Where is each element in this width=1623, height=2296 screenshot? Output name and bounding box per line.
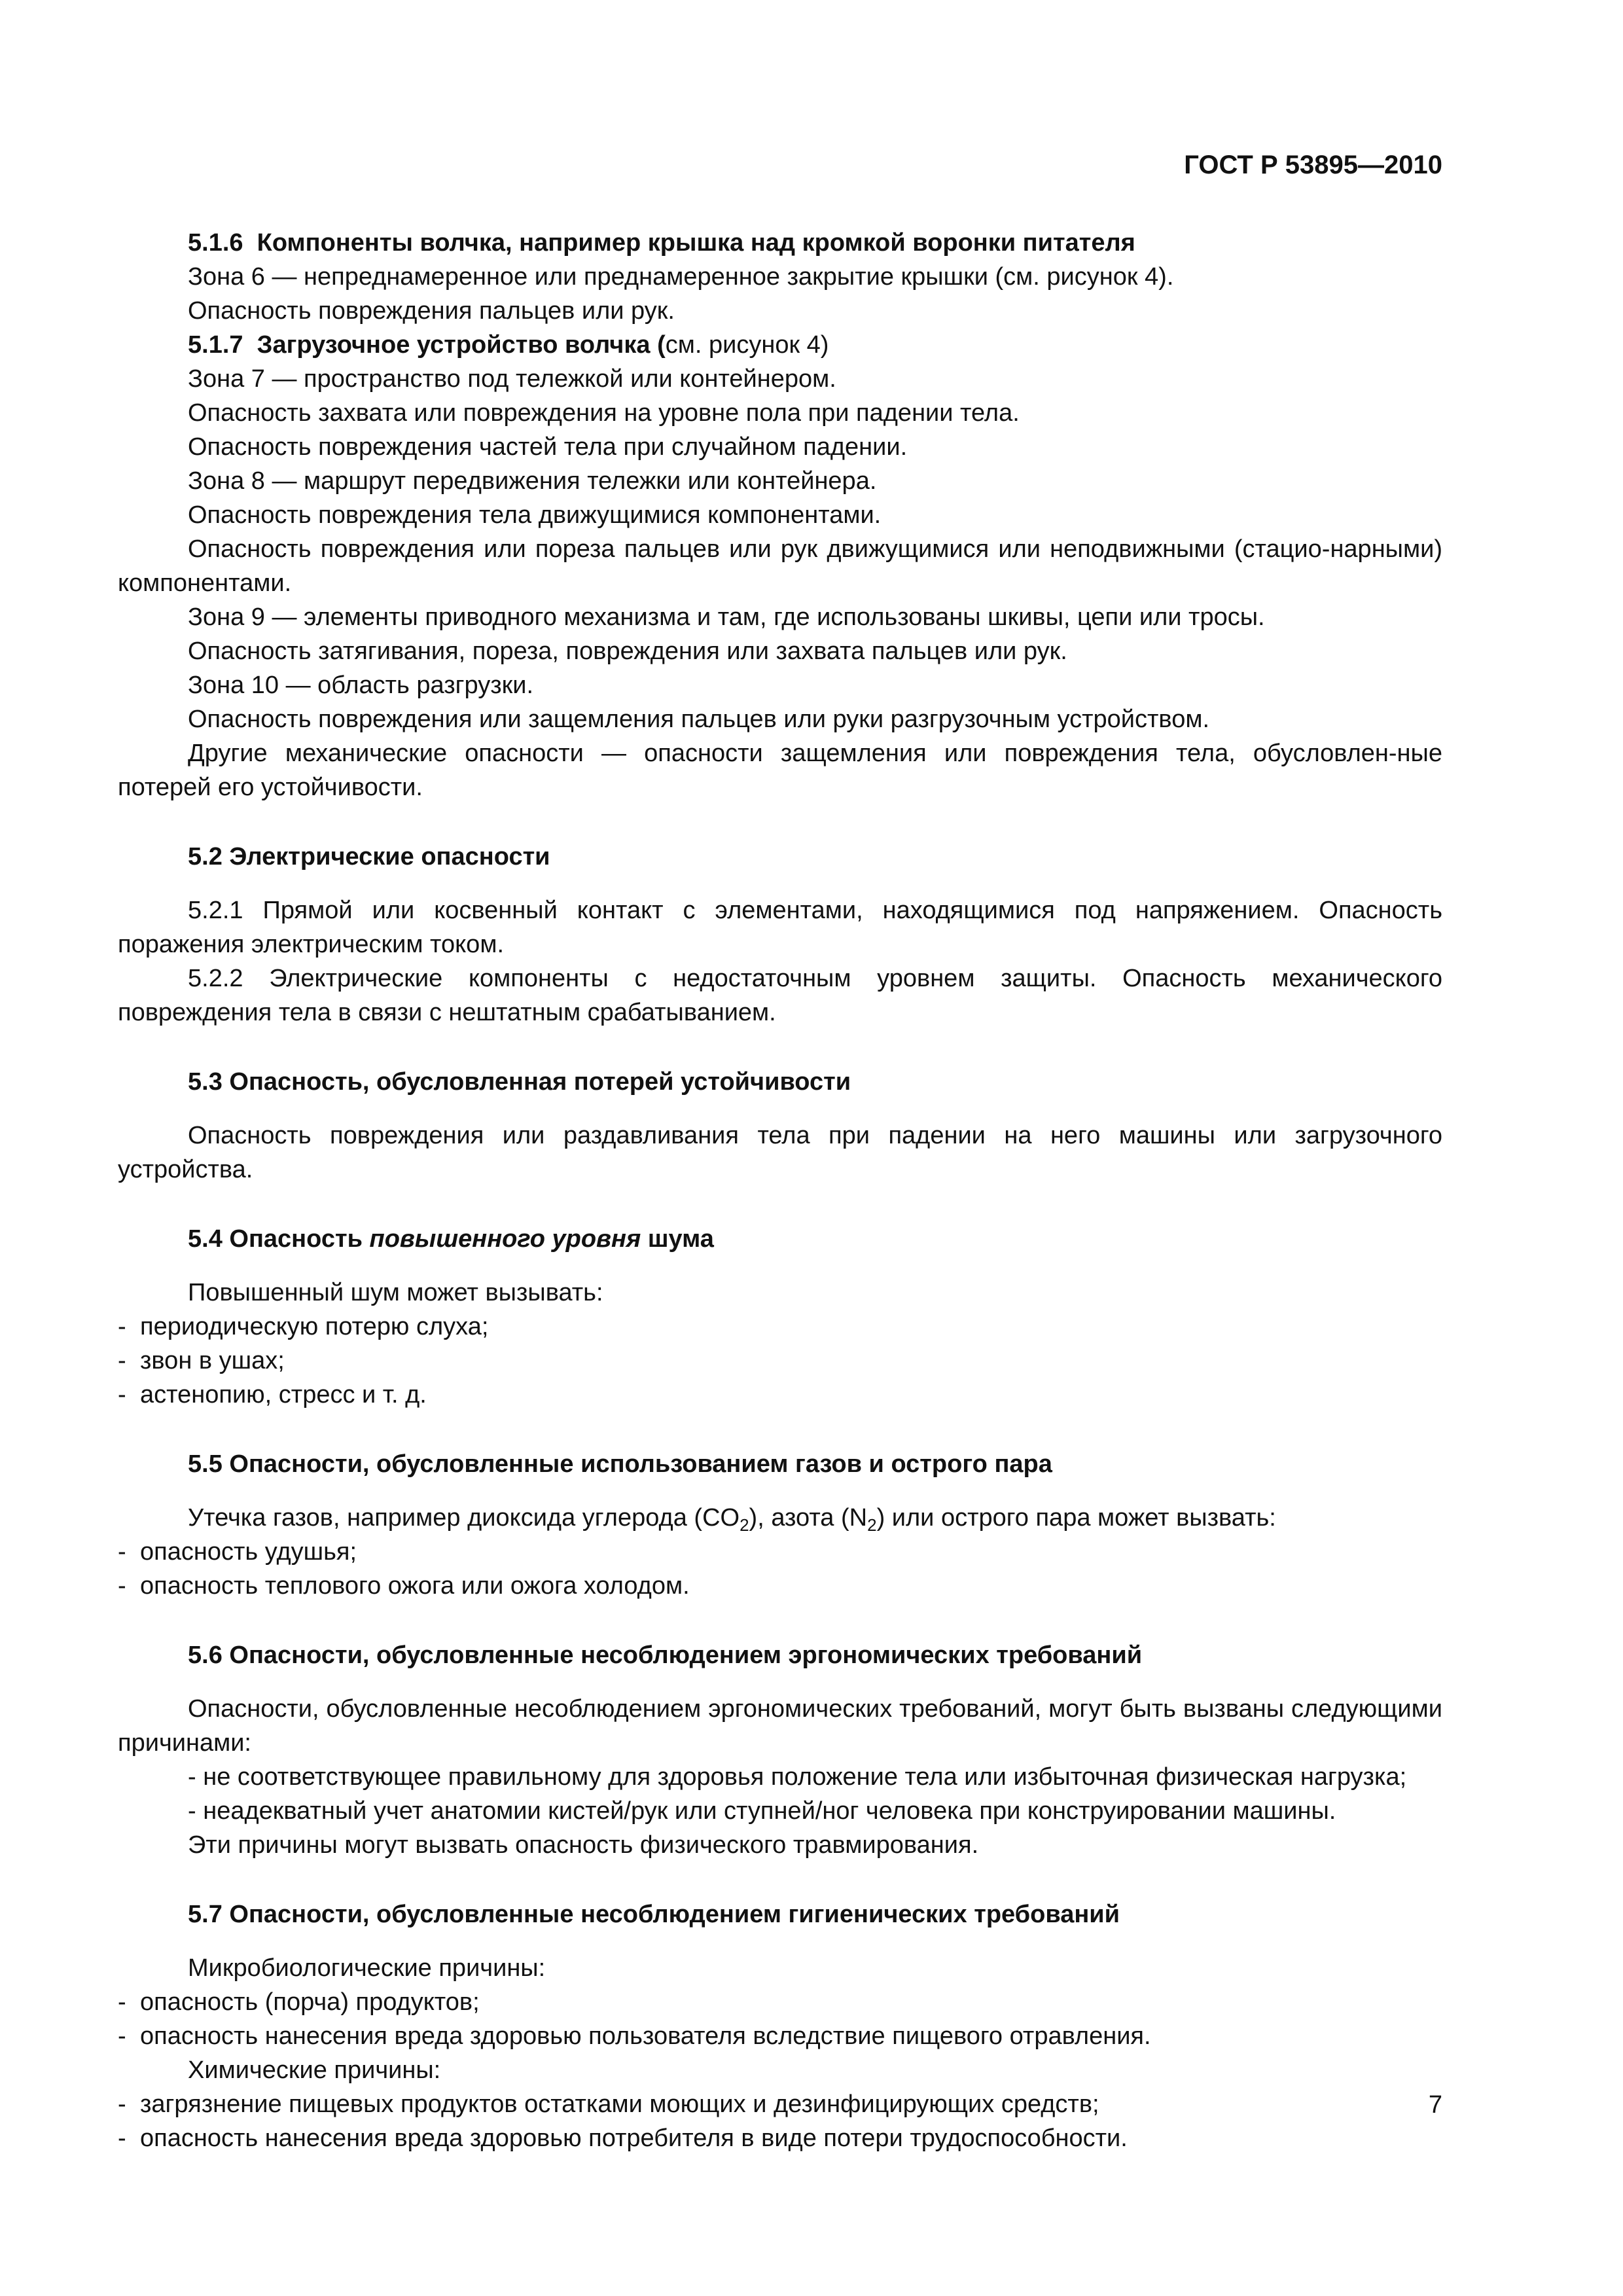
text-line: Зона 6 — непреднамеренное или преднамеренное закрытие крышки (см. рисунок 4). [188, 263, 1174, 291]
paragraph: Эти причины могут вызвать опасность физического травмирования. [188, 1831, 979, 1859]
title-part: шум [641, 1225, 700, 1253]
subsection-title-text: Загрузочное устройство волчка ( [257, 331, 666, 359]
text-line: Зона 10 — область разгрузки. [188, 672, 534, 699]
intro-text: Утечка газов, например диоксида углерода (CO [188, 1504, 740, 1532]
list-item: - опасность удушья; [118, 1538, 357, 1566]
list-item: - опасность нанесения вреда здоровью пользователя вследствие пищевого отравления. [118, 2022, 1151, 2050]
section-5-2-title: 5.2 Электрические опасности [188, 843, 550, 870]
list-item-text: загрязнение пищевых продуктов остатками моющих и дезинфицирующих средств; [140, 2090, 1099, 2118]
list-item-text: звон в ушах; [140, 1347, 285, 1374]
intro-text: ), азота (N [749, 1504, 868, 1532]
subsection-number: 5.1.6 [188, 229, 243, 257]
subsection-number: 5.1.7 [188, 331, 243, 359]
section-5-7-title: 5.7 Опасности, обусловленные несоблюдением гигиенических требований [188, 1901, 1120, 1928]
document-body [118, 226, 1442, 2155]
subsection-title-ref: см. рисунок 4) [665, 331, 829, 359]
subscript: 2 [740, 1515, 749, 1535]
section-5-4-title [118, 1222, 1442, 1256]
text-line: Зона 7 — пространство под тележкой или контейнером. [188, 365, 836, 393]
list-item: - опасность теплового ожога или ожога холодом. [118, 1572, 690, 1600]
section-5-3-title: 5.3 Опасность, обусловленная потерей устойчивости [188, 1068, 851, 1096]
list-item-text: опасность теплового ожога или ожога холодом. [140, 1572, 690, 1600]
subscript: 2 [867, 1515, 877, 1535]
paragraph: Опасность повреждения или пореза пальцев или рук движущимися или неподвижными (стацио-нарными) компонентами. [118, 535, 1442, 597]
list-item: - опасность (порча) продуктов; [118, 1988, 480, 2016]
text-line: Опасность повреждения частей тела при случайном падении. [188, 433, 908, 461]
list-item: - загрязнение пищевых продуктов остатками моющих и дезинфицирующих средств; [118, 2090, 1099, 2118]
paragraph: Опасности, обусловленные несоблюдением эргономических требований, могут быть вызваны следующими причинами: [118, 1695, 1442, 1757]
text-line: Зона 9 — элементы приводного механизма и там, где использованы шкивы, цепи или тросы. [188, 603, 1265, 631]
paragraph-5-2-1: 5.2.1 Прямой или косвенный контакт с элементами, находящимися под напряжением. Опасность поражения электрическим током. [118, 897, 1442, 958]
list-item: - не соответствующее правильному для здоровья положение тела или избыточная физическая нагрузка; [188, 1763, 1407, 1791]
subsection-5-1-7-title [118, 328, 1442, 362]
list-intro [118, 1501, 1442, 1535]
title-part: а [700, 1225, 714, 1253]
list-item: - астенопию, стресс и т. д. [118, 1381, 427, 1408]
list-item-text: опасность нанесения вреда здоровью потребителя в виде потери трудоспособности. [140, 2125, 1128, 2152]
text-line: Опасность повреждения тела движущимися компонентами. [188, 501, 882, 529]
text-line: Опасность захвата или повреждения на уровне пола при падении тела. [188, 399, 1020, 427]
list-item: - звон в ушах; [118, 1347, 285, 1374]
list-intro: Химические причины: [188, 2056, 441, 2084]
subsection-title-text: Компоненты волчка, например крышка над кромкой воронки питателя [257, 229, 1135, 257]
text-line: Опасность повреждения или защемления пальцев или руки разгрузочным устройством. [188, 706, 1210, 733]
list-item-text: опасность нанесения вреда здоровью пользователя вследствие пищевого отравления. [140, 2022, 1151, 2050]
section-5-6-title: 5.6 Опасности, обусловленные несоблюдением эргономических требований [188, 1641, 1143, 1669]
title-italic-part: повышенного уровня [369, 1225, 641, 1253]
list-item: - периодическую потерю слуха; [118, 1313, 489, 1340]
list-item-text: астенопию, стресс и т. д. [140, 1381, 427, 1408]
paragraph-5-2-2: 5.2.2 Электрические компоненты с недостаточным уровнем защиты. Опасность механического повреждения тела в связи с нештатным срабатыванием. [118, 965, 1442, 1026]
list-item-text: опасность удушья; [140, 1538, 357, 1566]
list-intro: Повышенный шум может вызывать: [188, 1279, 603, 1306]
list-item: - неадекватный учет анатомии кистей/рук или ступней/ног человека при конструировании машины. [188, 1797, 1336, 1825]
paragraph: Другие механические опасности — опасности защемления или повреждения тела, обусловлен-ные потерей его устойчивости. [118, 740, 1442, 801]
list-item: - опасность нанесения вреда здоровью потребителя в виде потери трудоспособности. [118, 2125, 1128, 2152]
paragraph: Опасность повреждения или раздавливания тела при падении на него машины или загрузочного устройства. [118, 1122, 1442, 1183]
page-number: 7 [1428, 2091, 1442, 2119]
list-item-text: опасность (порча) продуктов; [140, 1988, 480, 2016]
subsection-5-1-6-title [118, 226, 1442, 260]
intro-text: ) или острого пара может вызвать: [876, 1504, 1276, 1532]
text-line: Зона 8 — маршрут передвижения тележки или контейнера. [188, 467, 877, 495]
text-line: Опасность повреждения пальцев или рук. [188, 297, 675, 325]
list-intro: Микробиологические причины: [188, 1954, 546, 1982]
list-item-text: периодическую потерю слуха; [140, 1313, 489, 1340]
section-5-5-title: 5.5 Опасности, обусловленные использованием газов и острого пара [188, 1450, 1052, 1478]
title-part: 5.4 Опасность [188, 1225, 370, 1253]
text-line: Опасность затягивания, пореза, повреждения или захвата пальцев или рук. [188, 637, 1067, 665]
document-id-header: ГОСТ Р 53895—2010 [1184, 151, 1442, 179]
